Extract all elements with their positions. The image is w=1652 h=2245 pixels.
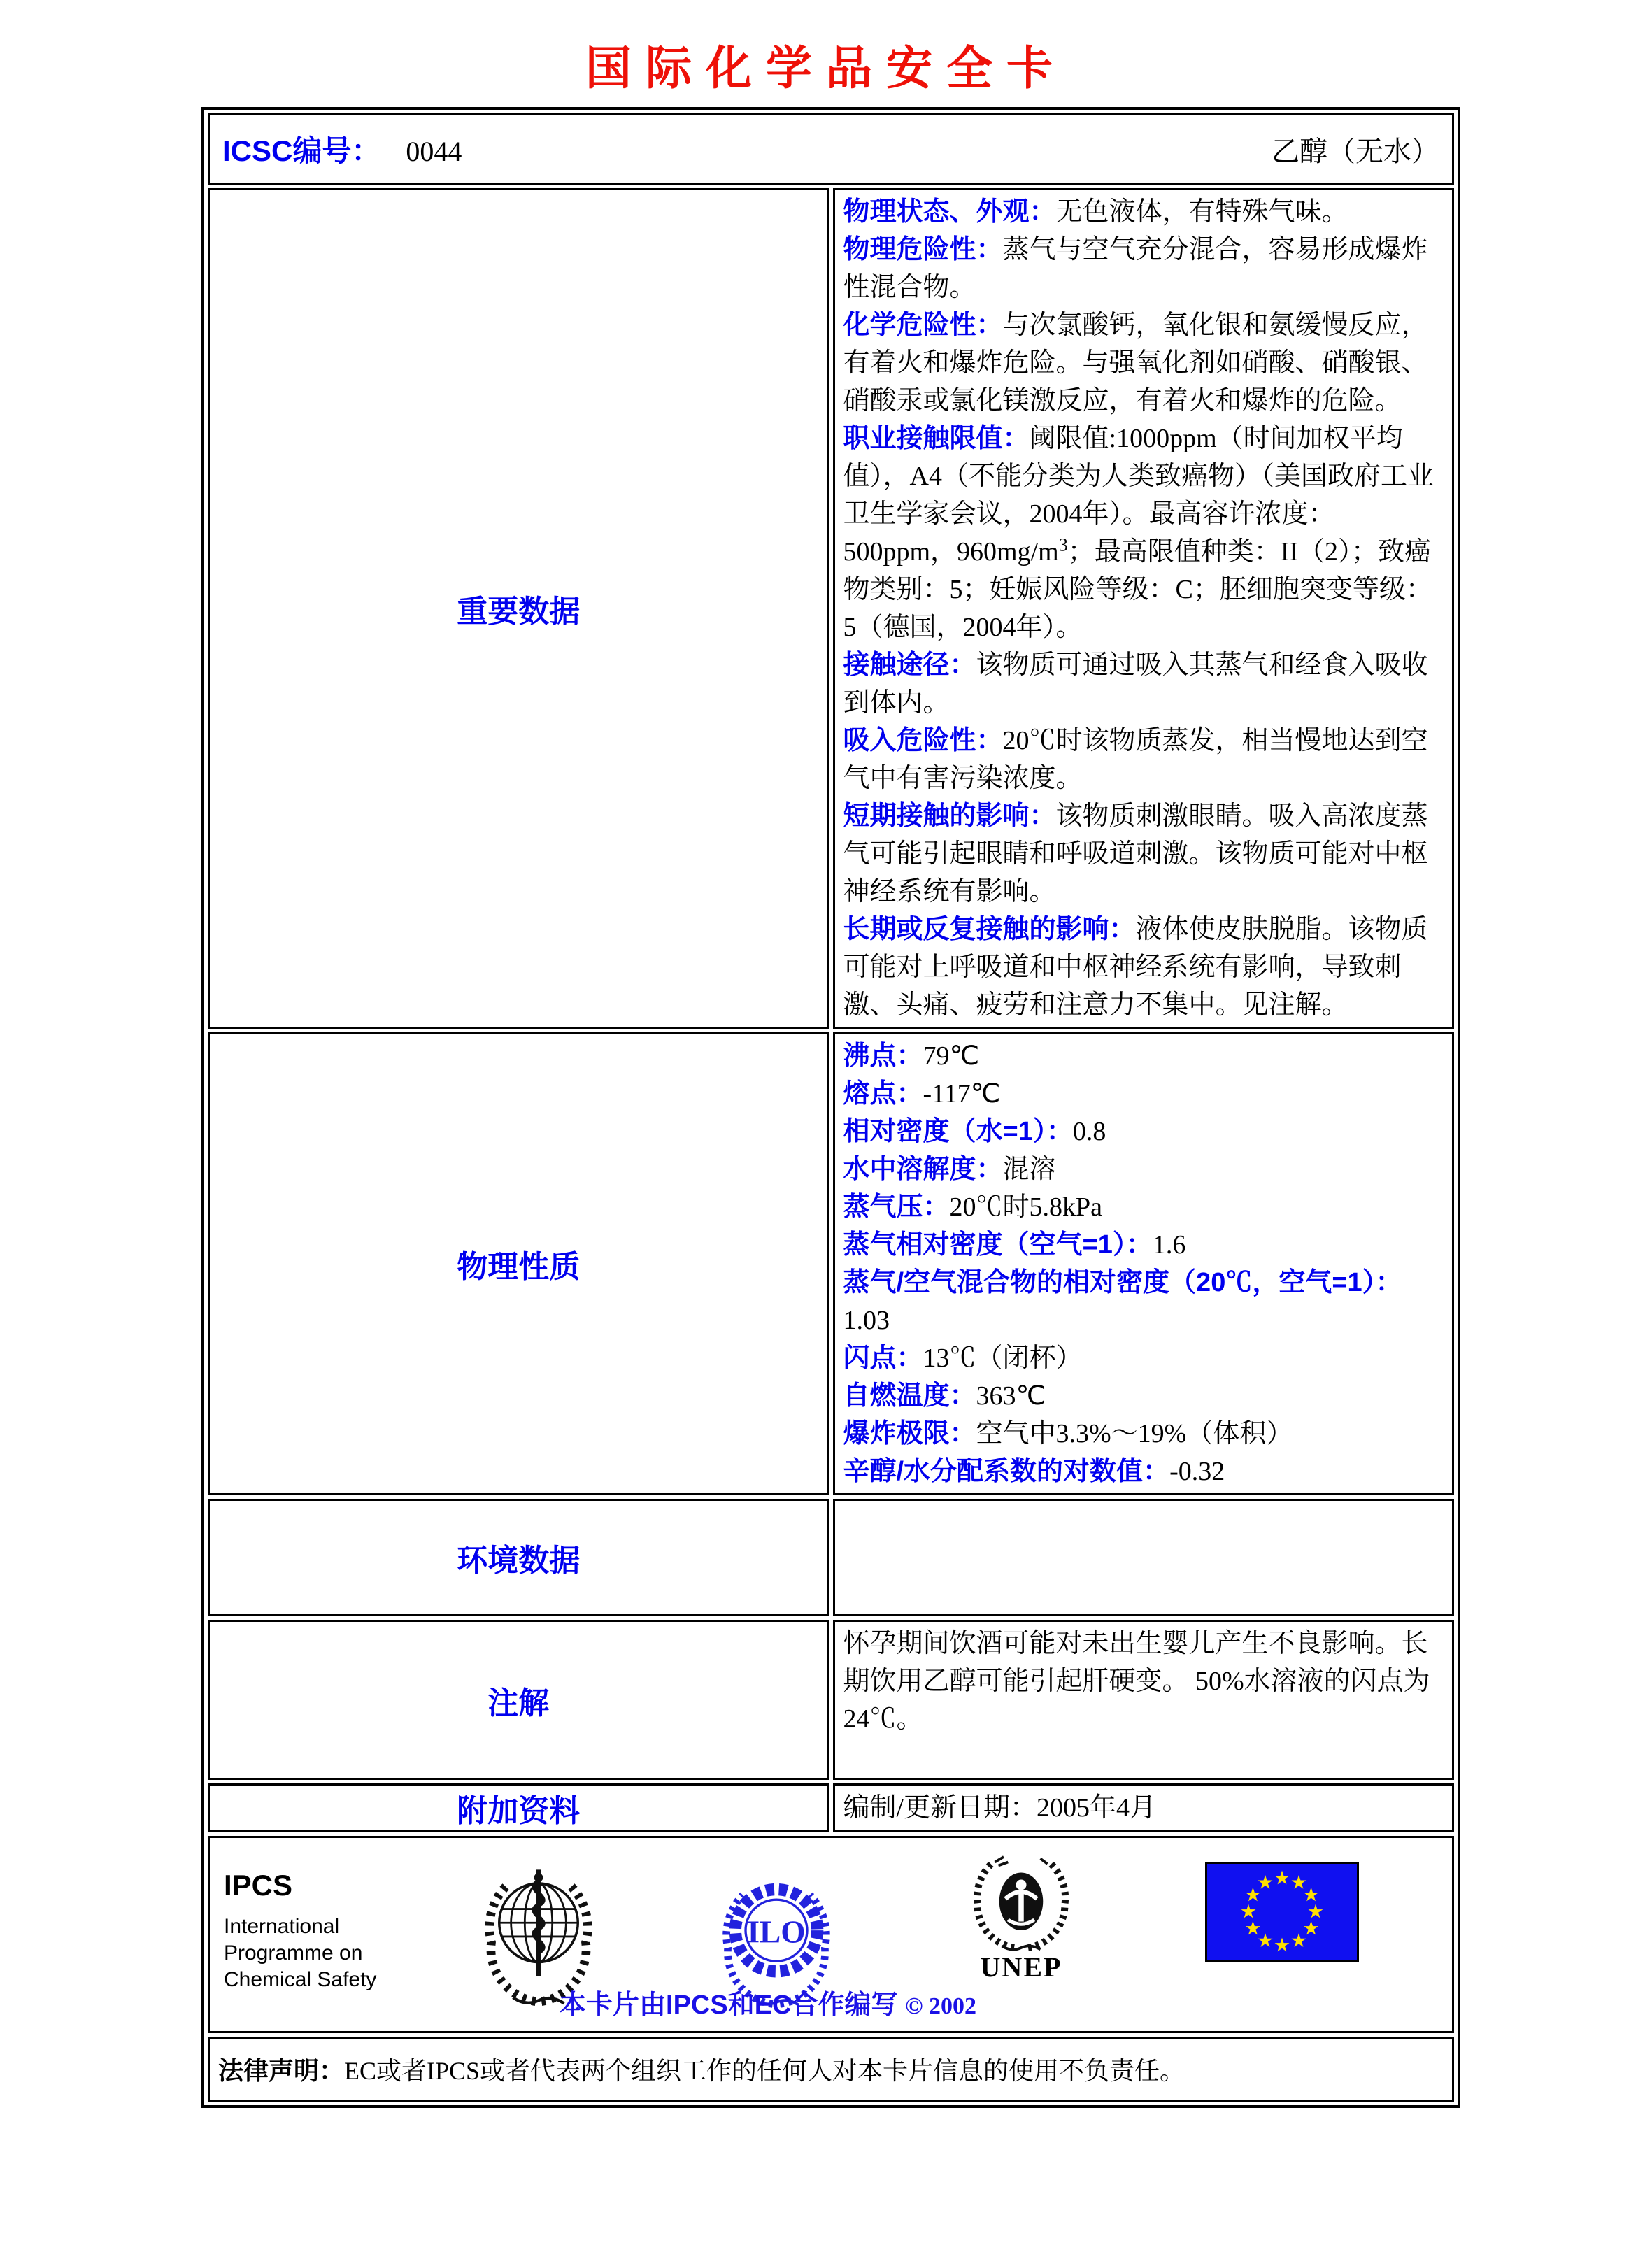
important-data-item-2-label: 化学危险性： bbox=[843, 311, 1003, 340]
important-data-item-0 bbox=[843, 193, 1444, 231]
important-data-item-6 bbox=[843, 797, 1444, 911]
important-data-item-2-value: 与次氯酸钙，氧化银和氨缓慢反应，有着火和爆炸危险。与强氧化剂如硝酸、硝酸银、硝酸汞或氯化镁激反应，有着火和爆炸的危险。 bbox=[843, 311, 1428, 415]
important-data-item-3 bbox=[843, 420, 1444, 646]
physical-properties-item-1 bbox=[843, 1075, 1444, 1113]
ipcs-text-block bbox=[224, 1852, 434, 1993]
ipcs-line-1: International bbox=[224, 1915, 340, 1938]
logos-cell bbox=[208, 1836, 1454, 2033]
physical-properties-item-4-value: 20℃时5.8kPa bbox=[949, 1192, 1103, 1222]
unep-logo-block bbox=[962, 1853, 1081, 1983]
section-label-environmental-data: 环境数据 bbox=[208, 1499, 829, 1616]
physical-properties-item-2-value: 0.8 bbox=[1072, 1117, 1106, 1146]
important-data-item-1 bbox=[843, 231, 1444, 306]
physical-properties-item-4 bbox=[843, 1188, 1444, 1226]
additional-info-row bbox=[208, 1783, 1454, 1832]
important-data-item-5-value: 20℃时该物质蒸发，相当慢地达到空气中有害污染浓度。 bbox=[843, 726, 1428, 793]
physical-properties-item-0-value: 79℃ bbox=[923, 1041, 980, 1071]
physical-properties-item-10-label: 辛醇/水分配系数的对数值： bbox=[843, 1457, 1170, 1486]
physical-properties-item-6-value: 1.03 bbox=[843, 1306, 890, 1335]
physical-properties-item-9-value: 空气中3.3%～19%（体积） bbox=[976, 1419, 1293, 1448]
physical-properties-item-8-value: 363℃ bbox=[976, 1381, 1046, 1411]
physical-properties-item-3-label: 水中溶解度： bbox=[843, 1155, 1003, 1184]
environmental-data-row bbox=[208, 1499, 1454, 1616]
important-data-item-5-label: 吸入危险性： bbox=[843, 726, 1003, 755]
important-data-item-7 bbox=[843, 911, 1444, 1024]
physical-properties-item-6 bbox=[843, 1264, 1444, 1339]
physical-properties-item-3 bbox=[843, 1150, 1444, 1188]
section-label-additional-info: 附加资料 bbox=[208, 1783, 829, 1832]
unep-logo-icon bbox=[969, 1853, 1074, 1951]
eu-flag-icon bbox=[1205, 1862, 1359, 1962]
physical-properties-item-2 bbox=[843, 1113, 1444, 1150]
section-label-important-data: 重要数据 bbox=[208, 188, 829, 1029]
important-data-item-4-value: 该物质可通过吸入其蒸气和经食入吸收到体内。 bbox=[843, 650, 1428, 718]
important-data-item-5 bbox=[843, 722, 1444, 797]
svg-text:ILO: ILO bbox=[747, 1914, 806, 1950]
physical-properties-item-10 bbox=[843, 1453, 1444, 1490]
legal-label: 法律声明： bbox=[218, 2056, 345, 2085]
environmental-data-content bbox=[833, 1499, 1455, 1616]
physical-properties-item-10-value: -0.32 bbox=[1169, 1457, 1225, 1486]
important-data-item-6-label: 短期接触的影响： bbox=[843, 801, 1056, 831]
physical-properties-item-0 bbox=[843, 1037, 1444, 1075]
additional-info-content: 编制/更新日期：2005年4月 bbox=[833, 1783, 1455, 1832]
header-row bbox=[208, 113, 1454, 185]
important-data-item-7-label: 长期或反复接触的影响： bbox=[843, 915, 1136, 944]
important-data-item-3-superscript: 3 bbox=[1058, 534, 1068, 555]
important-data-item-1-label: 物理危险性： bbox=[843, 235, 1003, 264]
legal-cell bbox=[208, 2037, 1454, 2102]
physical-properties-item-7-value: 13℃（闭杯） bbox=[923, 1344, 1083, 1373]
physical-properties-item-9-label: 爆炸极限： bbox=[843, 1419, 976, 1448]
unep-logo-caption: UNEP bbox=[980, 1951, 1062, 1983]
icsc-number-group bbox=[222, 128, 462, 170]
important-data-item-2 bbox=[843, 306, 1444, 420]
physical-properties-item-5-value: 1.6 bbox=[1152, 1230, 1186, 1260]
important-data-content bbox=[833, 188, 1455, 1029]
important-data-item-4 bbox=[843, 646, 1444, 722]
important-data-item-4-label: 接触途径： bbox=[843, 650, 976, 680]
important-data-item-0-value: 无色液体，有特殊气味。 bbox=[1055, 197, 1348, 227]
icsc-number-label: ICSC编号： bbox=[222, 134, 381, 167]
credit-year: © 2002 bbox=[905, 1993, 976, 2019]
physical-properties-content bbox=[833, 1032, 1455, 1495]
physical-properties-item-1-label: 熔点： bbox=[843, 1079, 923, 1109]
physical-properties-item-9 bbox=[843, 1415, 1444, 1453]
physical-properties-item-0-label: 沸点： bbox=[843, 1041, 923, 1071]
chemical-name: 乙醇（无水） bbox=[1272, 135, 1439, 167]
important-data-item-7-value: 液体使皮肤脱脂。该物质可能对上呼吸道和中枢神经系统有影响，导致刺激、头痛、疲劳和注意力不集中。见注解。 bbox=[843, 915, 1428, 1020]
notes-row bbox=[208, 1620, 1454, 1780]
important-data-row bbox=[208, 188, 1454, 1029]
physical-properties-item-4-label: 蒸气压： bbox=[843, 1192, 950, 1222]
credit-text: 本卡片由IPCS和EC合作编写 bbox=[560, 1990, 898, 2020]
legal-row bbox=[208, 2037, 1454, 2102]
important-data-item-6-value: 该物质刺激眼睛。吸入高浓度蒸气可能引起眼睛和呼吸道刺激。该物质可能对中枢神经系统有影响。 bbox=[843, 801, 1428, 906]
header-cell bbox=[208, 113, 1454, 185]
section-label-physical-properties: 物理性质 bbox=[208, 1032, 829, 1495]
important-data-item-3-value: 阈限值:1000ppm（时间加权平均值），A4（不能分类为人类致癌物）（美国政府工业卫生学家会议，2004年）。最高容许浓度：500ppm，960mg/m bbox=[843, 424, 1434, 566]
ipcs-line-3: Chemical Safety bbox=[224, 1968, 377, 1991]
important-data-item-3-value-2: ；最高限值种类：II（2）；致癌物类别：5；妊娠风险等级：C；胚细胞突变等级：5（德国，2004年）。 bbox=[843, 537, 1432, 642]
ipcs-line-2: Programme on bbox=[224, 1941, 363, 1965]
physical-properties-item-1-value: -117℃ bbox=[923, 1079, 1001, 1109]
section-label-notes: 注解 bbox=[208, 1620, 829, 1780]
physical-properties-item-6-label: 蒸气/空气混合物的相对密度（20℃，空气=1）： bbox=[843, 1268, 1402, 1297]
physical-properties-item-5-label: 蒸气相对密度（空气=1）： bbox=[843, 1230, 1153, 1260]
physical-properties-item-7 bbox=[843, 1339, 1444, 1377]
physical-properties-item-2-label: 相对密度（水=1）： bbox=[843, 1117, 1073, 1146]
credit-line bbox=[208, 1983, 1389, 2021]
icsc-card-table bbox=[201, 107, 1460, 2108]
important-data-item-1-value: 蒸气与空气充分混合，容易形成爆炸性混合物。 bbox=[843, 235, 1428, 302]
physical-properties-item-5 bbox=[843, 1226, 1444, 1264]
important-data-item-3-label: 职业接触限值： bbox=[843, 424, 1030, 453]
important-data-item-0-label: 物理状态、外观： bbox=[843, 197, 1056, 227]
legal-text: EC或者IPCS或者代表两个组织工作的任何人对本卡片信息的使用不负责任。 bbox=[344, 2057, 1185, 2085]
page-title: 国际化学品安全卡 bbox=[585, 42, 1067, 94]
physical-properties-item-7-label: 闪点： bbox=[843, 1344, 923, 1373]
physical-properties-item-8-label: 自燃温度： bbox=[843, 1381, 976, 1411]
physical-properties-item-3-value: 混溶 bbox=[1002, 1155, 1056, 1184]
icsc-number-value: 0044 bbox=[406, 136, 462, 167]
logos-row bbox=[208, 1836, 1454, 2033]
physical-properties-item-8 bbox=[843, 1377, 1444, 1415]
physical-properties-row bbox=[208, 1032, 1454, 1495]
notes-content: 怀孕期间饮酒可能对未出生婴儿产生不良影响。长期饮用乙醇可能引起肝硬变。 50%水溶液的闪点为24℃。 bbox=[833, 1620, 1455, 1780]
ipcs-title: IPCS bbox=[224, 1869, 293, 1902]
